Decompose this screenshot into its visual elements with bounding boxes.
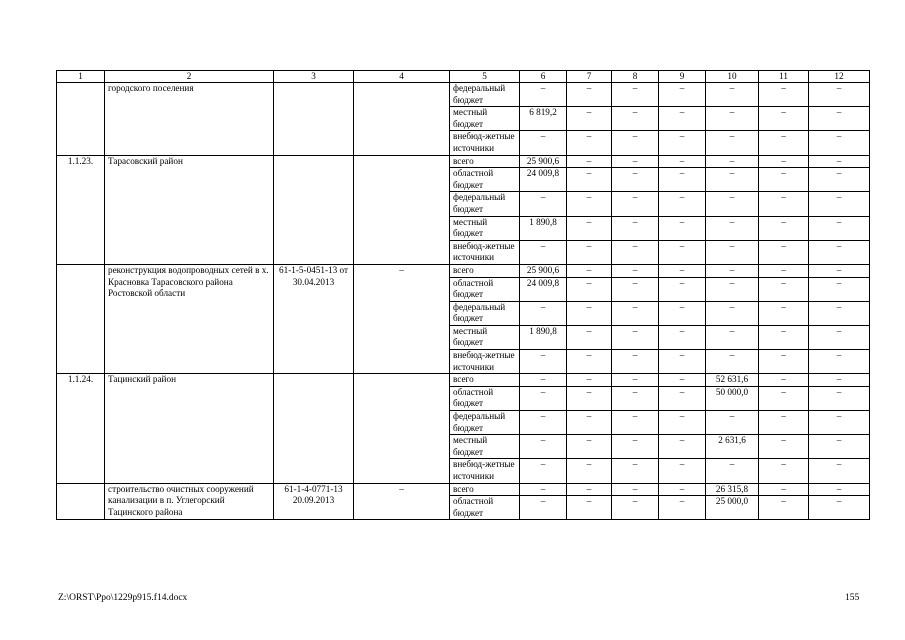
value-cell: – — [809, 168, 870, 192]
value-cell: 24 009,8 — [520, 168, 567, 192]
value-cell: – — [706, 350, 759, 374]
value-cell: – — [520, 435, 567, 459]
value-cell: – — [659, 107, 706, 131]
value-cell: – — [567, 374, 612, 387]
value-cell: – — [659, 301, 706, 325]
value-cell: – — [759, 411, 809, 435]
value-cell: – — [706, 131, 759, 155]
value-cell: – — [759, 168, 809, 192]
funding-source: федеральный бюджет — [450, 192, 520, 216]
value-cell: – — [809, 155, 870, 168]
value-cell: – — [659, 192, 706, 216]
value-cell: – — [567, 483, 612, 496]
value-cell: – — [659, 155, 706, 168]
value-cell: – — [809, 483, 870, 496]
funding-source: областной бюджет — [450, 386, 520, 410]
value-cell: – — [520, 496, 567, 520]
funding-source: всего — [450, 264, 520, 277]
funding-source: всего — [450, 155, 520, 168]
item-number — [57, 83, 105, 156]
value-cell: – — [612, 155, 659, 168]
value-cell: – — [612, 192, 659, 216]
value-cell: – — [659, 325, 706, 349]
item-number — [57, 483, 105, 520]
value-cell: – — [759, 155, 809, 168]
header-row — [57, 71, 870, 83]
value-cell: – — [659, 459, 706, 483]
value-cell: 52 631,6 — [706, 374, 759, 387]
value-cell: – — [567, 325, 612, 349]
value-cell: – — [659, 168, 706, 192]
value-cell: – — [809, 350, 870, 374]
budget-table — [56, 70, 870, 520]
value-cell: – — [759, 435, 809, 459]
funding-source: местный бюджет — [450, 107, 520, 131]
value-cell: – — [809, 107, 870, 131]
value-cell: – — [520, 459, 567, 483]
item-name: Тацинский район — [105, 374, 274, 483]
value-cell: – — [567, 107, 612, 131]
funding-source: внебюд-жетные источники — [450, 131, 520, 155]
value-cell: – — [612, 374, 659, 387]
value-cell: – — [567, 264, 612, 277]
value-cell: 26 315,8 — [706, 483, 759, 496]
value-cell: – — [612, 459, 659, 483]
value-cell: – — [659, 350, 706, 374]
item-name: строительство очистных сооружений канализации в п. Углегорский Тацинского района — [105, 483, 274, 520]
item-document — [274, 155, 354, 264]
value-cell: – — [809, 131, 870, 155]
value-cell: – — [759, 483, 809, 496]
value-cell: – — [612, 350, 659, 374]
table-row — [57, 483, 870, 496]
header-cell: 4 — [354, 71, 450, 83]
value-cell: – — [567, 435, 612, 459]
funding-source: местный бюджет — [450, 435, 520, 459]
value-cell: – — [759, 192, 809, 216]
value-cell: – — [520, 83, 567, 107]
value-cell: – — [567, 496, 612, 520]
item-document — [274, 83, 354, 156]
value-cell: – — [659, 374, 706, 387]
header-cell: 8 — [612, 71, 659, 83]
value-cell: – — [520, 374, 567, 387]
value-cell: – — [659, 240, 706, 264]
header-cell: 9 — [659, 71, 706, 83]
value-cell: – — [809, 386, 870, 410]
value-cell: – — [759, 107, 809, 131]
value-cell: – — [759, 374, 809, 387]
item-col4 — [354, 374, 450, 483]
item-number: 1.1.24. — [57, 374, 105, 483]
value-cell: – — [612, 168, 659, 192]
value-cell: – — [759, 216, 809, 240]
value-cell: – — [809, 301, 870, 325]
value-cell: – — [706, 325, 759, 349]
value-cell: – — [809, 496, 870, 520]
value-cell: – — [759, 301, 809, 325]
value-cell: – — [659, 277, 706, 301]
value-cell: – — [759, 459, 809, 483]
value-cell: – — [612, 435, 659, 459]
value-cell: – — [567, 386, 612, 410]
value-cell: – — [809, 83, 870, 107]
header-cell: 3 — [274, 71, 354, 83]
value-cell: – — [520, 483, 567, 496]
table-row — [57, 83, 870, 107]
value-cell: – — [659, 131, 706, 155]
item-document: 61-1-5-0451-13 от 30.04.2013 — [274, 264, 354, 373]
value-cell: – — [706, 155, 759, 168]
value-cell: – — [809, 264, 870, 277]
funding-source: областной бюджет — [450, 168, 520, 192]
value-cell: – — [612, 483, 659, 496]
value-cell: 25 900,6 — [520, 264, 567, 277]
funding-source: областной бюджет — [450, 496, 520, 520]
header-cell: 7 — [567, 71, 612, 83]
value-cell: – — [706, 83, 759, 107]
value-cell: – — [520, 386, 567, 410]
value-cell: – — [659, 386, 706, 410]
value-cell: – — [759, 264, 809, 277]
value-cell: – — [612, 301, 659, 325]
value-cell: – — [567, 83, 612, 107]
table-row — [57, 155, 870, 168]
header-cell: 2 — [105, 71, 274, 83]
value-cell: – — [612, 83, 659, 107]
funding-source: местный бюджет — [450, 325, 520, 349]
header-cell: 10 — [706, 71, 759, 83]
header-cell: 5 — [450, 71, 520, 83]
item-col4: – — [354, 483, 450, 520]
item-document: 61-1-4-0771-13 20.09.2013 — [274, 483, 354, 520]
item-number: 1.1.23. — [57, 155, 105, 264]
value-cell: – — [659, 496, 706, 520]
value-cell: – — [759, 83, 809, 107]
table-row — [57, 374, 870, 387]
value-cell: 1 890,8 — [520, 325, 567, 349]
item-name: реконструкция водопроводных сетей в х. Красновка Тарасовского района Ростовской области — [105, 264, 274, 373]
funding-source: федеральный бюджет — [450, 301, 520, 325]
item-number — [57, 264, 105, 373]
funding-source: внебюд-жетные источники — [450, 350, 520, 374]
value-cell: – — [706, 107, 759, 131]
value-cell: 50 000,0 — [706, 386, 759, 410]
value-cell: – — [520, 131, 567, 155]
funding-source: федеральный бюджет — [450, 83, 520, 107]
value-cell: – — [612, 386, 659, 410]
value-cell: – — [567, 350, 612, 374]
value-cell: – — [809, 435, 870, 459]
value-cell: – — [612, 264, 659, 277]
file-path: Z:\ORST\Ppo\1229p915.f14.docx — [58, 593, 188, 603]
value-cell: – — [659, 216, 706, 240]
value-cell: – — [659, 411, 706, 435]
value-cell: – — [759, 131, 809, 155]
value-cell: – — [612, 240, 659, 264]
value-cell: – — [612, 277, 659, 301]
value-cell: – — [612, 131, 659, 155]
header-cell: 12 — [809, 71, 870, 83]
item-col4 — [354, 83, 450, 156]
value-cell: – — [520, 350, 567, 374]
header-cell: 11 — [759, 71, 809, 83]
value-cell: – — [809, 374, 870, 387]
funding-source: областной бюджет — [450, 277, 520, 301]
value-cell: – — [567, 459, 612, 483]
value-cell: – — [659, 483, 706, 496]
table-row — [57, 264, 870, 277]
value-cell: – — [759, 350, 809, 374]
value-cell: – — [567, 216, 612, 240]
item-col4 — [354, 155, 450, 264]
value-cell: – — [809, 325, 870, 349]
funding-source: всего — [450, 374, 520, 387]
value-cell: – — [567, 277, 612, 301]
value-cell: 1 890,8 — [520, 216, 567, 240]
value-cell: – — [809, 459, 870, 483]
value-cell: – — [612, 107, 659, 131]
value-cell: – — [706, 216, 759, 240]
funding-source: местный бюджет — [450, 216, 520, 240]
value-cell: – — [759, 277, 809, 301]
header-cell: 6 — [520, 71, 567, 83]
value-cell: – — [567, 131, 612, 155]
value-cell: – — [659, 264, 706, 277]
value-cell: – — [567, 192, 612, 216]
value-cell: 25 000,0 — [706, 496, 759, 520]
value-cell: – — [706, 301, 759, 325]
value-cell: – — [612, 411, 659, 435]
value-cell: – — [706, 277, 759, 301]
value-cell: 24 009,8 — [520, 277, 567, 301]
value-cell: – — [520, 411, 567, 435]
value-cell: – — [520, 301, 567, 325]
value-cell: – — [759, 325, 809, 349]
value-cell: – — [809, 192, 870, 216]
item-col4: – — [354, 264, 450, 373]
page-number: 155 — [845, 593, 860, 603]
value-cell: – — [809, 216, 870, 240]
value-cell: – — [706, 411, 759, 435]
value-cell: – — [612, 325, 659, 349]
value-cell: – — [759, 496, 809, 520]
funding-source: всего — [450, 483, 520, 496]
funding-source: внебюд-жетные источники — [450, 240, 520, 264]
value-cell: – — [706, 192, 759, 216]
value-cell: – — [567, 168, 612, 192]
value-cell: – — [706, 168, 759, 192]
item-document — [274, 374, 354, 483]
value-cell: – — [759, 240, 809, 264]
value-cell: – — [567, 411, 612, 435]
value-cell: – — [706, 459, 759, 483]
header-cell: 1 — [57, 71, 105, 83]
value-cell: – — [809, 411, 870, 435]
funding-source: федеральный бюджет — [450, 411, 520, 435]
value-cell: – — [520, 192, 567, 216]
value-cell: – — [706, 264, 759, 277]
value-cell: – — [567, 155, 612, 168]
value-cell: 25 900,6 — [520, 155, 567, 168]
value-cell: – — [612, 496, 659, 520]
value-cell: – — [567, 301, 612, 325]
value-cell: – — [612, 216, 659, 240]
funding-source: внебюд-жетные источники — [450, 459, 520, 483]
value-cell: – — [809, 277, 870, 301]
value-cell: – — [659, 435, 706, 459]
item-name: Тарасовский район — [105, 155, 274, 264]
value-cell: – — [520, 240, 567, 264]
value-cell: – — [809, 240, 870, 264]
value-cell: – — [706, 240, 759, 264]
value-cell: 2 631,6 — [706, 435, 759, 459]
value-cell: – — [659, 83, 706, 107]
value-cell: 6 819,2 — [520, 107, 567, 131]
value-cell: – — [567, 240, 612, 264]
item-name: городского поселения — [105, 83, 274, 156]
value-cell: – — [759, 386, 809, 410]
